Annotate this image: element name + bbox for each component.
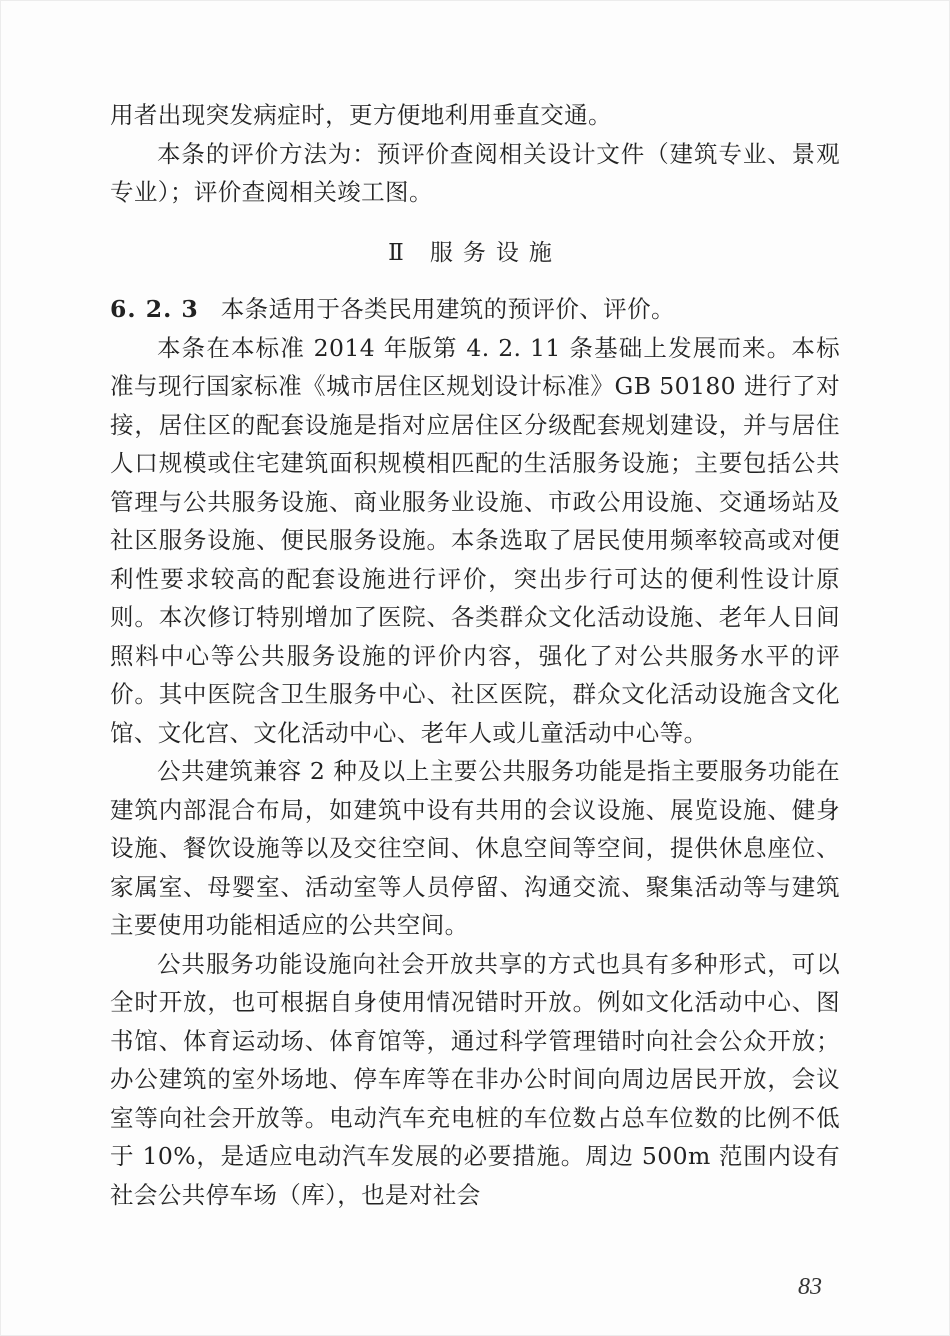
clause-number: 6. 2. 3: [110, 295, 199, 323]
clause-paragraph: [110, 290, 840, 329]
paragraph-facilities: 本条在本标准 2014 年版第 4. 2. 11 条基础上发展而来。本标准与现行国家标准《城市居住区规划设计标准》GB 50180 进行了对接，居住区的配套设施是指对应居住区分级配套规划建设，并与居住人口规模或住宅建筑面积规模相匹配的生活服务设施；主要包括公共管理与公共服务设施、商业服务业设施、市政公用设施、交通场站及社区服务设施、便民服务设施。本条选取了居民使用频率较高或对便利性要求较高的配套设施进行评价，突出步行可达的便利性设计原则。本次修订特别增加了医院、各类群众文化活动设施、老年人日间照料中心等公共服务设施的评价内容，强化了对公共服务水平的评价。其中医院含卫生服务中心、社区医院，群众文化活动设施含文化馆、文化宫、文化活动中心、老年人或儿童活动中心等。: [110, 333, 840, 747]
page-content: [110, 96, 840, 1214]
section-heading: [110, 234, 840, 273]
paragraph-continuation: 用者出现突发病症时，更方便地利用垂直交通。: [110, 101, 612, 129]
paragraph-sharing: 公共服务功能设施向社会开放共享的方式也具有多种形式，可以全时开放，也可根据自身使用情况错时开放。例如文化活动中心、图书馆、体育运动场、体育馆等，通过科学管理错时向社会公众开放；办公建筑的室外场地、停车库等在非办公时间向周边居民开放，会议室等向社会开放等。电动汽车充电桩的车位数占总车位数的比例不低于 10%，是适应电动汽车发展的必要措施。周边 500m 范围内设有社会公共停车场（库），也是对社会: [110, 949, 840, 1209]
paragraph-evaluation-method: 本条的评价方法为：预评价查阅相关设计文件（建筑专业、景观专业）；评价查阅相关竣工图。: [110, 139, 840, 206]
section-title: 服务设施: [429, 239, 562, 266]
page-number: 83: [798, 1274, 822, 1300]
paragraph-public-functions: 公共建筑兼容 2 种及以上主要公共服务功能是指主要服务功能在建筑内部混合布局，如建筑中设有共用的会议设施、展览设施、健身设施、餐饮设施等以及交往空间、休息空间等空间，提供休息座位、家属室、母婴室、活动室等人员停留、沟通交流、聚集活动等与建筑主要使用功能相适应的公共空间。: [110, 757, 840, 939]
clause-text: 本条适用于各类民用建筑的预评价、评价。: [220, 295, 675, 323]
section-roman-numeral: Ⅱ: [388, 239, 404, 266]
